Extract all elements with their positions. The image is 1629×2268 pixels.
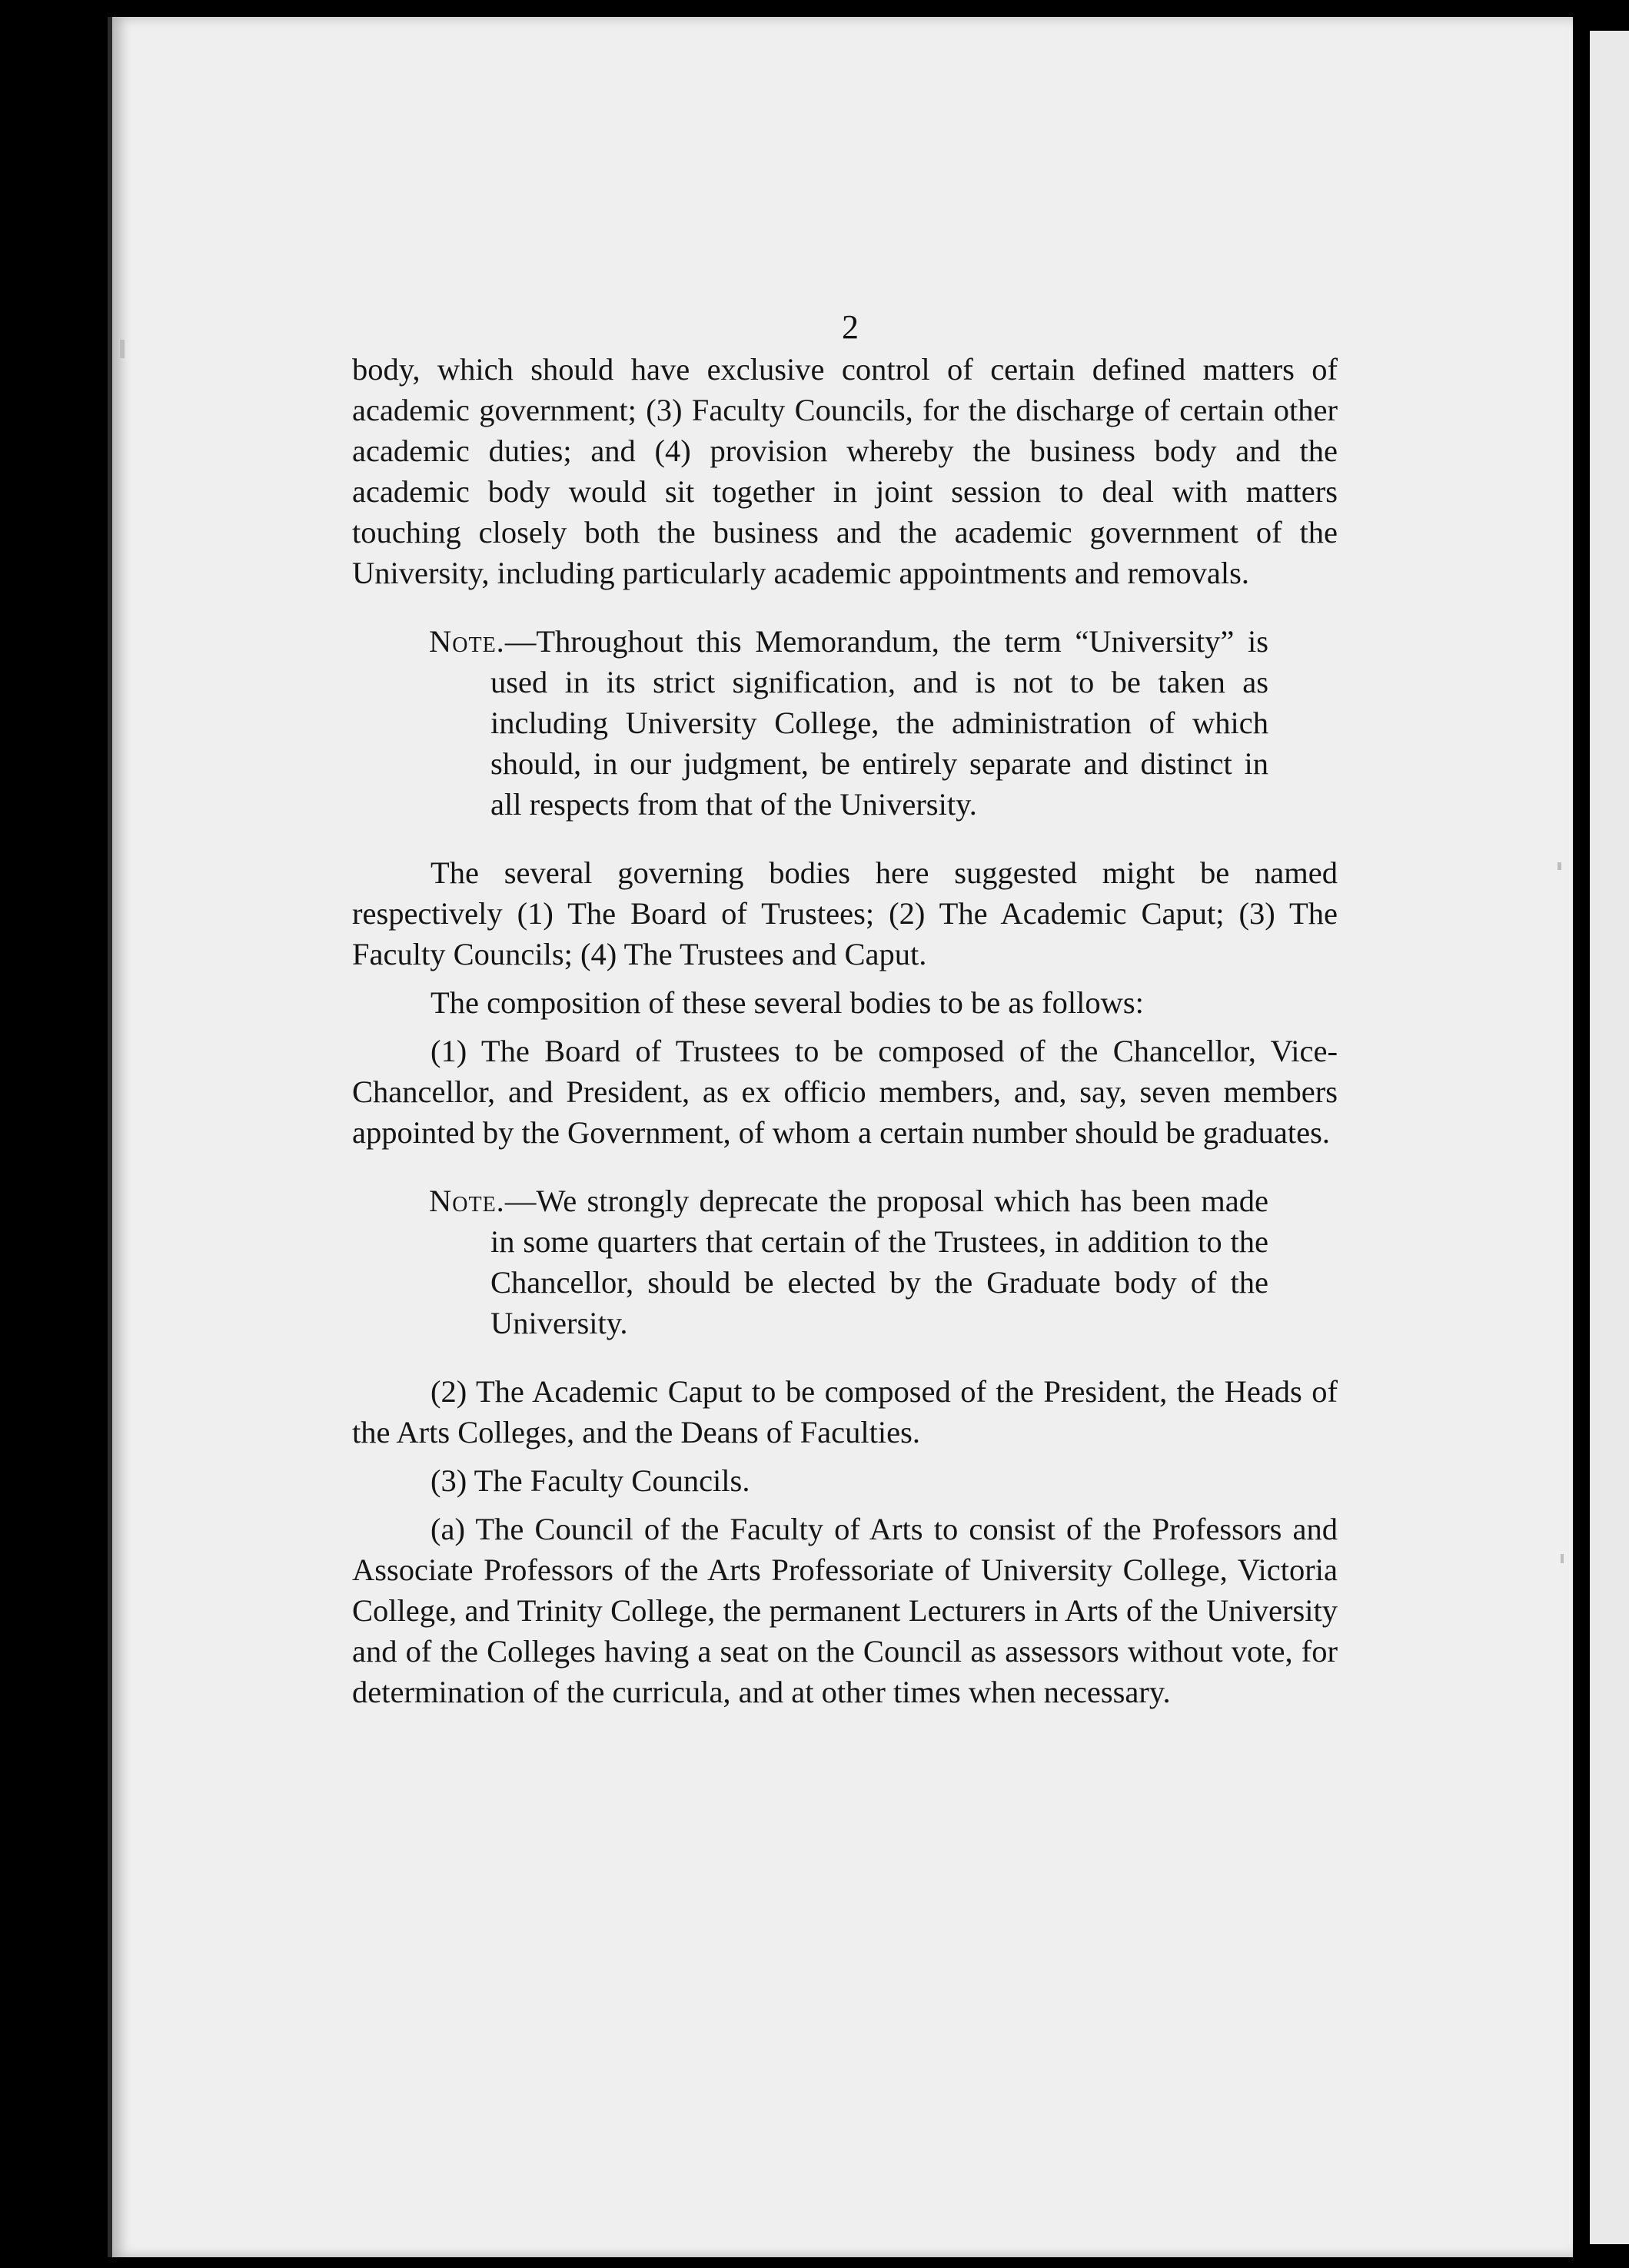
item-board-of-trustees: (1) The Board of Trustees to be composed of the Chancellor, Vice-Chancellor, and President, as ex officio members, and, say, seven members appointed by the Government, of whom a certain number should be graduates. — [352, 1034, 1338, 1150]
note-label: Note. — [429, 1184, 505, 1218]
scan-speck — [1558, 862, 1561, 870]
note-trustee-election — [429, 1180, 1268, 1343]
paragraph-governing-bodies: The several governing bodies here suggested might be named respectively (1) The Board of Trustees; (2) The Academic Caput; (3) The Faculty Councils; (4) The Trustees and Caput. — [352, 855, 1338, 971]
page-number: 2 — [842, 308, 859, 346]
note-text: —Throughout this Memorandum, the term “University” is used in its strict signification, and is not to be taken as including University College, the administration of which should, in our judgment, be entirely separate and distinct in all respects from that of the University. — [490, 624, 1268, 822]
note-university-definition — [429, 621, 1268, 825]
body-text — [352, 349, 1338, 1712]
paragraph-composition: The composition of these several bodies to be as follows: — [431, 985, 1144, 1020]
opening-paragraph: body, which should have exclusive control of certain defined matters of academic government; (3) Faculty Councils, for the discharge of certain other academic duties; and (4) provision whereby the business body and the academic body would sit together in joint session to deal with matters touching closely both the business and the academic government of the University, including particularly academic appointments and removals. — [352, 352, 1338, 590]
item-faculty-councils: (3) The Faculty Councils. — [431, 1463, 750, 1498]
scan-speck — [1561, 1554, 1564, 1563]
item-council-faculty-arts: (a) The Council of the Faculty of Arts to consist of the Professors and Associate Professors of the Arts Professoriate of University College, Victoria College, and Trinity College, the permanent Lecturers in Arts of the University and of the Colleges having a seat on the Council as assessors without vote, for determination of the curricula, and at other times when necessary. — [352, 1512, 1338, 1709]
note-text: —We strongly deprecate the proposal which has been made in some quarters that certain of the Trustees, in addition to the Chancellor, should be elected by the Graduate body of the University. — [490, 1184, 1268, 1340]
scan-speck — [120, 340, 125, 358]
item-academic-caput: (2) The Academic Caput to be composed of the President, the Heads of the Arts Colleges, and the Deans of Faculties. — [352, 1374, 1338, 1449]
note-label: Note. — [429, 624, 505, 659]
facing-page-edge — [1590, 31, 1629, 2244]
